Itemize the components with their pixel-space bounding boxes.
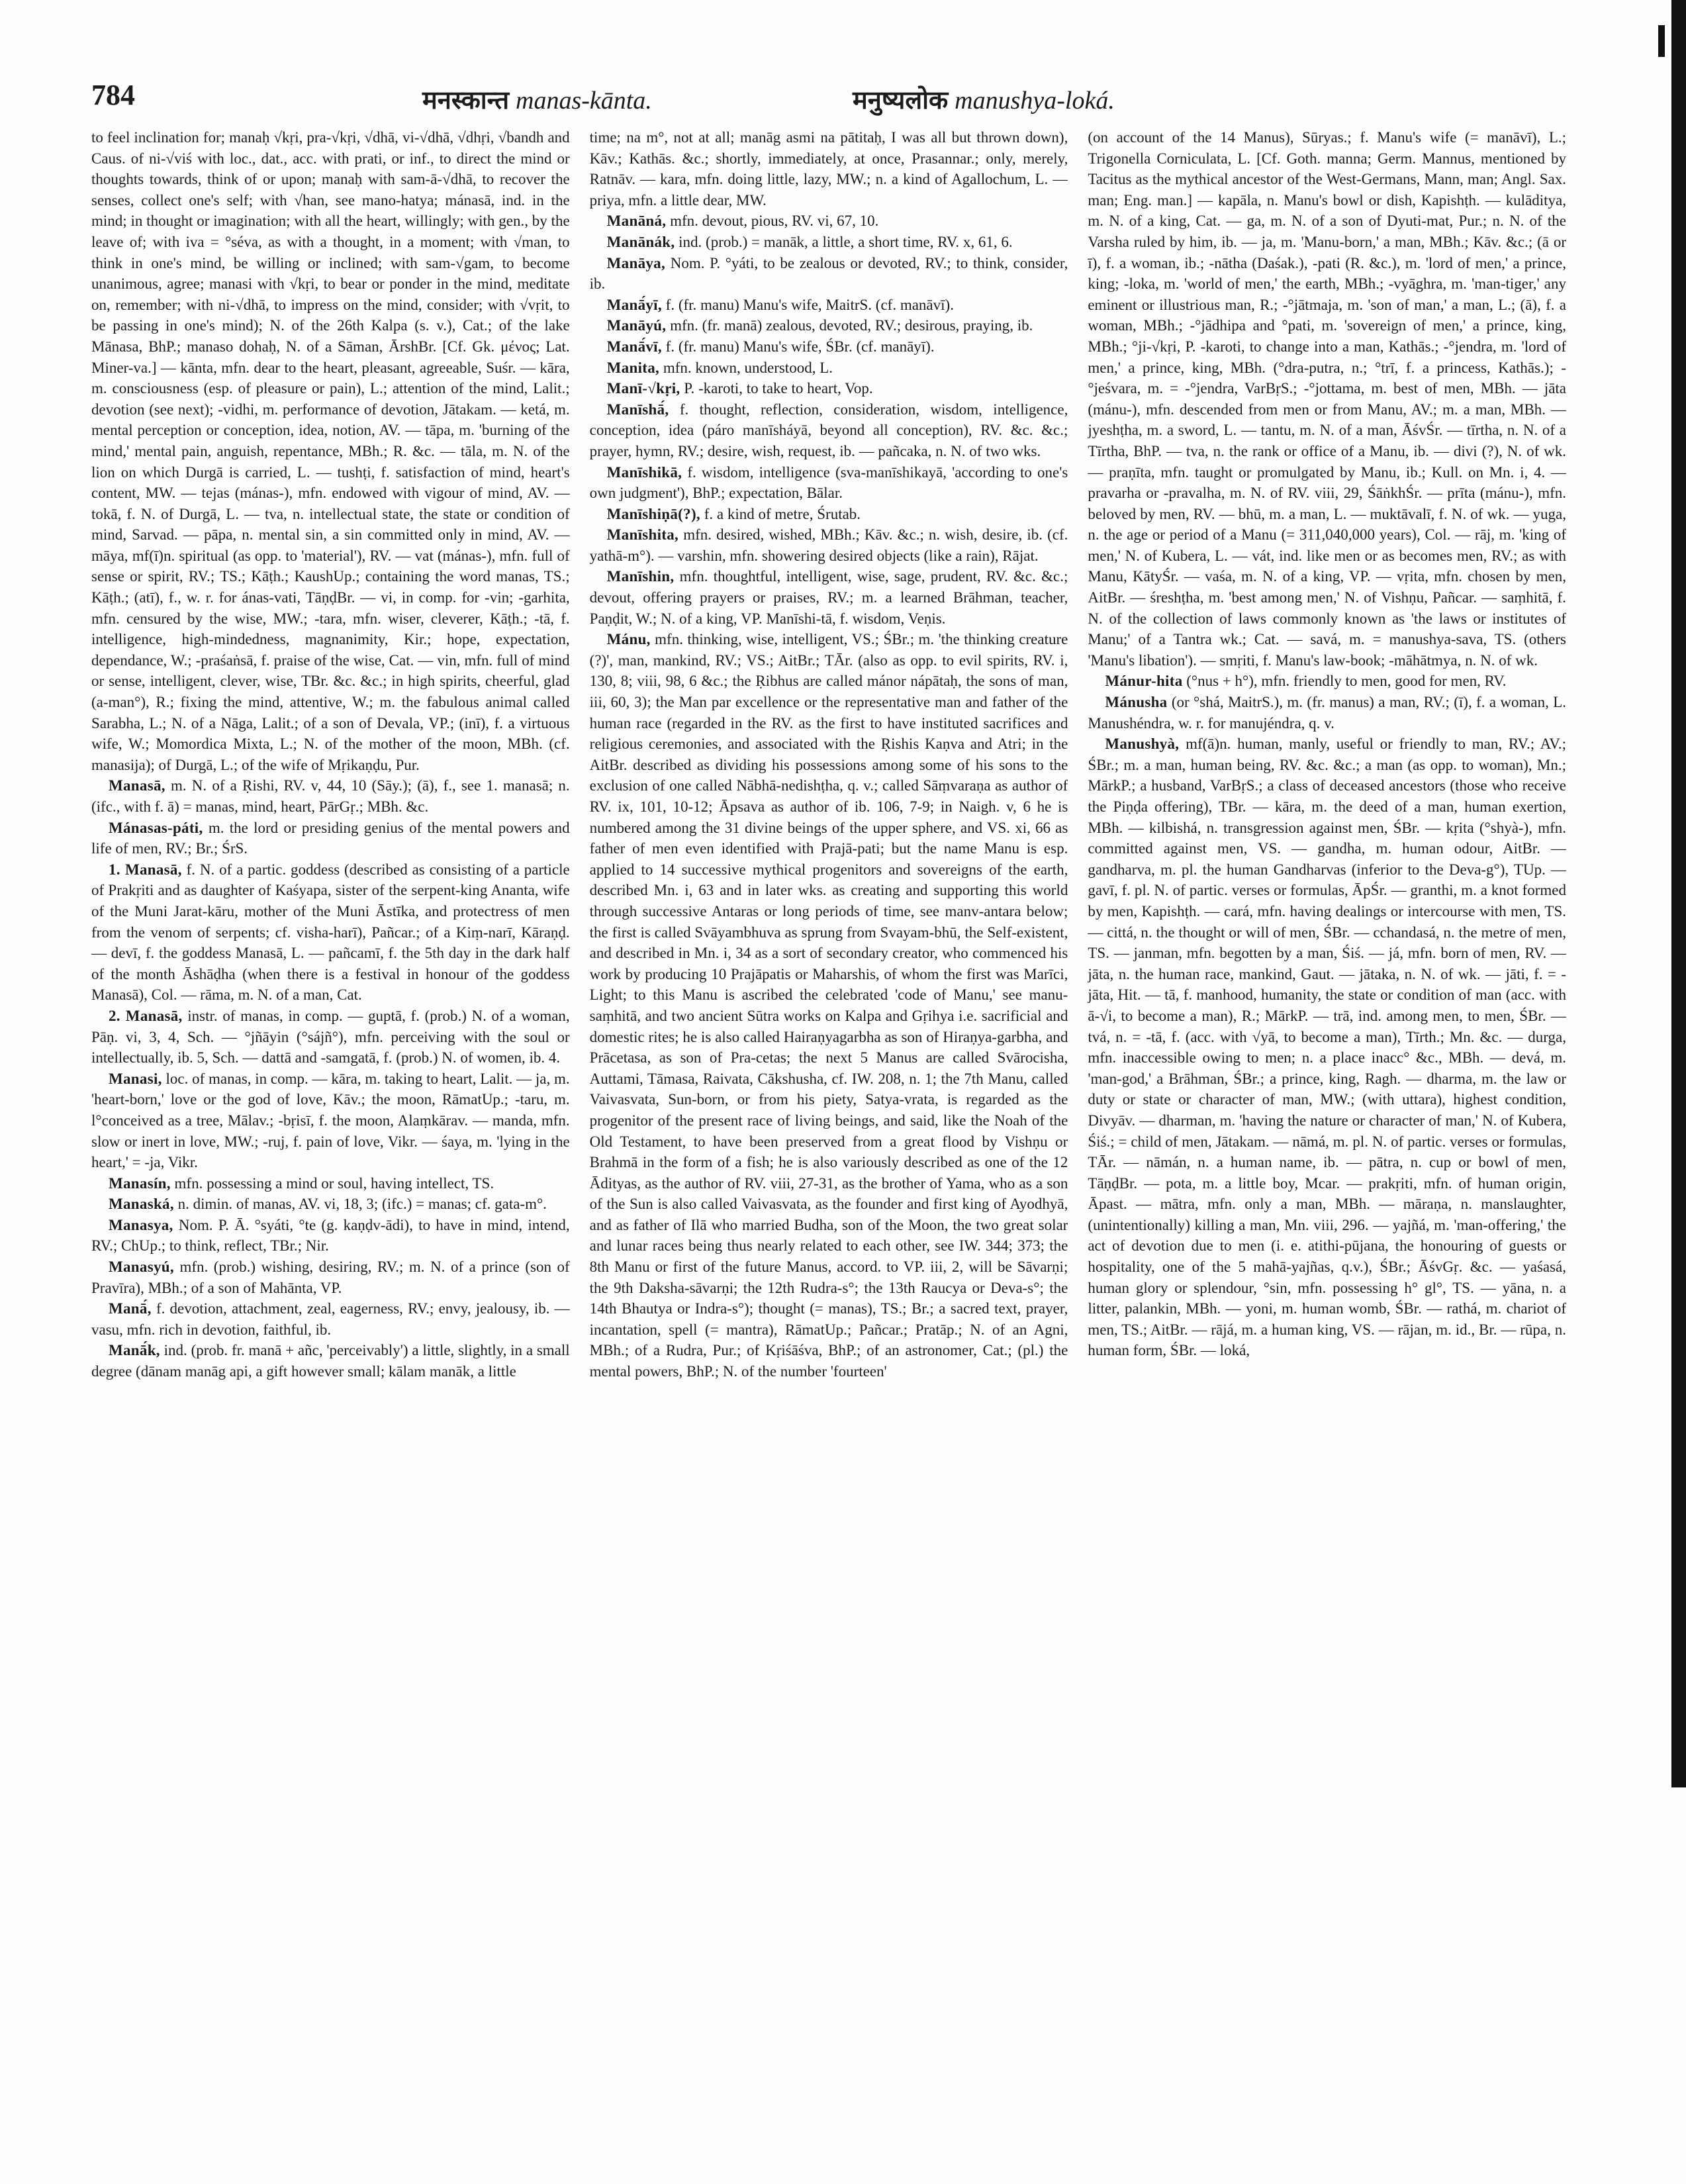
dictionary-entry — [1088, 692, 1566, 734]
entry-headword: Manāná, — [606, 213, 667, 230]
entry-text: P. -karoti, to take to heart, Vop. — [684, 380, 873, 397]
entry-headword: Manasi, — [109, 1070, 162, 1087]
entry-text: Nom. P. Ā. °syáti, °te (g. kaṇḍv-ādi), to have in mind, intend, RV.; ChUp.; to think, reflect, TBr.; Nir. — [91, 1216, 570, 1255]
dictionary-entry — [590, 399, 1068, 462]
entry-text: loc. of manas, in comp. — kāra, m. taking to heart, Lalit. — ja, m. 'heart-born,' love or the god of love, Kāv.; the moon, RāmatUp.; -taru, m. l°conceived as a tree, Mālav.; -bṛisī, f. the moon, Alaṃkārav. — manda, mfn. slow or inert in love, MW.; -ruj, f. pain of love, Vikr. — śaya, m. 'lying in the heart,' = -ja, Vikr. — [91, 1070, 570, 1171]
dictionary-entry — [1088, 671, 1566, 692]
entry-text: mfn. devout, pious, RV. vi, 67, 10. — [670, 213, 879, 230]
entry-headword: Manīshin, — [606, 568, 675, 585]
dictionary-entry — [590, 336, 1068, 357]
entry-text: mfn. (fr. manā) zealous, devoted, RV.; desirous, praying, ib. — [670, 317, 1033, 334]
entry-headword: Manī-√kṛi, — [606, 380, 680, 397]
dictionary-entry — [590, 253, 1068, 295]
running-head-right — [853, 82, 1115, 117]
entry-text: mf(ā)n. human, manly, useful or friendly to man, RV.; AV.; ŚBr.; m. a man, human being, RV. &c. &c.; a man (as opp. to woman), Mn.; MārkP.; a husband, VarBṛS.; a class of deceased ancestors (those who receive the Piṇḍa offering), TBr. — kāra, m. the deed of a man, human exertion, MBh. — kilbishá, n. transgression against men, ŚBr. — kṛita (°shyà-), mfn. committed against men, VS. — gandha, m. human odour, AitBr. — gandharva, m. pl. the human Gandharvas (inferior to the Deva-g°), TUp. — gavī, f. pl. N. of partic. verses or formulas, ĀpŚr. — granthi, m. a knot formed by men, Kapishṭh. — cará, mfn. having dealings or intercourse with men, TS. — cittá, n. the thought or will of men, ŚBr. — cchandasá, n. the metre of men, TS. — janman, mfn. begotten by a man, Śiś. — já, mfn. born of men, RV. — jāta, n. the human race, mankind, Gaut. — jātaka, n. N. of wk. — jāti, f. = -jāta, Hit. — tā, f. manhood, humanity, the state or condition of man (acc. with ā-√i, to become a man), R.; MārkP. — trā, ind. among men, to men, ŚBr. — tvá, n. = -tā, f. (acc. with √yā, to become a man), Tīrth.; Mn. &c. — durga, mfn. inaccessible owing to men; n. a place inacc° &c., MBh. — devá, m. 'man-god,' a Brāhman, ŚBr.; a prince, king, Ragh. — dharma, m. the law or duty or state or character of man, MW.; (with uttara), highest condition, Divyāv. — dharman, m. 'having the nature or character of man,' N. of Kubera, Śiś.; = child of men, Jātakam. — nāmá, m. pl. N. of partic. verses or formulas, TĀr. — nāmán, n. a human name, ib. — pātra, n. cup or bowl of men, TāṇḍBr. — pota, m. a little boy, Mcar. — prakṛiti, mfn. of human origin, Āpast. — mātra, mfn. only a man, MBh. — māraṇa, n. manslaughter, (unintentionally) killing a man, Mn. viii, 296. — yajñá, m. 'man-offering,' the act of devotion due to men (i. e. atithi-pūjana, the honouring of guests or hospitality, one of the 5 mahā-yajñas, q.v.), ŚBr.; ĀśvGṛ. &c. — yaśasá, human glory or splendour, °sin, mfn. possessing h° gl°, TS. — yāna, n. a litter, palankin, MBh. — yoni, m. human womb, ŚBr. — rathá, m. chariot of men, TS.; AitBr. — rājá, m. a human king, VS. — rājan, m. id., Br. — rūpa, n. human form, ŚBr. — loká, — [1088, 736, 1566, 1359]
entry-text: m. N. of a Ṛishi, RV. v, 44, 10 (Sāy.); (ā), f., see 1. manasā; n. (ifc., with f. ā) = manas, mind, heart, PārGṛ.; MBh. &c. — [91, 777, 570, 815]
entry-text: mfn. possessing a mind or soul, having intellect, TS. — [174, 1174, 494, 1192]
entry-headword: Manīshā́, — [606, 401, 669, 418]
dictionary-entry — [91, 1340, 570, 1382]
dictionary-entry — [91, 1257, 570, 1298]
entry-text: mfn. known, understood, L. — [663, 359, 833, 376]
entry-text: mfn. thoughtful, intelligent, wise, sage, prudent, RV. &c. &c.; devout, offering prayers or praises, RV.; m. a learned Brāhman, teacher, Paṇḍit, W.; N. of a king, VP. Manīshi-tā, f. wisdom, Veṇis. — [589, 568, 1068, 627]
entry-headword: Manīshiṇā(?), — [606, 505, 700, 522]
dictionary-entry — [590, 211, 1068, 232]
entry-text: to feel inclination for; manaḥ √kṛi, pra-√kṛi, √dhā, vi-√dhā, √dhṛi, √bandh and Caus. of ni-√viś with loc., dat., acc. with prati, or inf., to direct the mind or thoughts towards, think of or upon; manaḥ with sam-ā-√dhā, to recover the senses, collect one's self; with √han, see mano-hatya; mánasā, ind. in the mind; in thought or imagination; with all the heart, willingly; with gen., by the leave of; with iva = °séva, as with a thought, in a moment; with √man, to think in one's mind, be willing or inclined; with sam-√gam, to become unanimous, agree; manasi with √kṛi, to bear or ponder in the mind, meditate on, remember; with ni-√dhā, to impress on the mind, consider; with √vṛit, to be passing in one's mind); N. of the 26th Kalpa (s. v.), Cat.; of the lake Mānasa, BhP.; manaso dohaḥ, N. of a Sāman, ĀrshBr. [Cf. Gk. μένος; Lat. Miner-va.] — kānta, mfn. dear to the heart, pleasant, agreeable, Suśr. — kāra, m. consciousness (esp. of pleasure or pain), L.; attention of the mind, Lalit.; devotion (see next); -vidhi, m. performance of devotion, Jātakam. — ketá, m. mental perception or conception, idea, notion, AV. — tāpa, m. 'burning of the mind,' mental pain, anguish, repentance, MBh.; R. &c. — tāla, m. N. of the lion on which Durgā is carried, L. — tushṭi, f. satisfaction of mind, heart's content, MW. — tejas (mánas-), mfn. endowed with vigour of mind, AV. — tokā, f. N. of Durgā, L. — tva, n. intellectual state, the state or condition of mind, Sarvad. — pāpa, n. mental sin, a sin committed only in mind, AV. — māya, mf(ī)n. spiritual (as opp. to 'material'), RV. — vat (mánas-), mfn. full of sense or spirit, RV.; TS.; Kāṭh.; KaushUp.; containing the word manas, TS.; Kāṭh.; (atī), f., w. r. for ánas-vati, TāṇḍBr. — vi, in comp. for -vin; -garhita, mfn. censured by the wise, MW.; -tara, mfn. wiser, cleverer, Kāṭh.; -tā, f. intelligence, high-mindedness, magnanimity, Kir.; hope, expectation, dependance, W.; -praśaṅsā, f. praise of the wise, Cat. — vin, mfn. full of mind or sense, intelligent, clever, wise, TBr. &c. &c.; in high spirits, cheerful, glad (a-man°), R.; fixing the mind, attentive, W.; m. the fabulous animal called Sarabha, L.; N. of a Nāga, Lalit.; of a son of Devala, VP.; (inī), f. a virtuous wife, W.; Momordica Mixta, L.; N. of the mother of the moon, MBh. (cf. manasija); of Durgā, L.; of the wife of Mṛikaṇḍu, Pur. — [91, 129, 570, 773]
page-edge-mark — [1658, 25, 1665, 57]
entry-text: (°nus + h°), mfn. friendly to men, good for men, RV. — [1186, 673, 1507, 690]
dictionary-entry — [91, 859, 570, 1006]
dictionary-entry — [590, 357, 1068, 379]
entry-text: ind. (prob. fr. manā + añc, 'perceivably') a little, slightly, in a small degree (dānam manāg api, a gift however small; kālam manāk, a little — [91, 1342, 570, 1380]
dictionary-entry — [590, 462, 1068, 504]
dictionary-entry — [91, 1298, 570, 1340]
entry-headword: Mánasas-páti, — [109, 819, 203, 836]
entry-headword: Manasyú, — [109, 1258, 174, 1276]
dictionary-columns — [91, 127, 1566, 2140]
dictionary-entry — [590, 127, 1068, 211]
entry-text: Nom. P. °yáti, to be zealous or devoted, RV.; to think, consider, ib. — [589, 254, 1068, 293]
entry-text: f. thought, reflection, consideration, wisdom, intelligence, conception, idea (páro manīsháyā, beyond all conception), RV. &c. &c.; prayer, hymn, RV.; desire, wish, request, ib. — pañcaka, n. N. of two wks. — [589, 401, 1068, 459]
running-head-left — [422, 82, 652, 117]
entry-text: f. devotion, attachment, zeal, eagerness, RV.; envy, jealousy, ib. — vasu, mfn. rich in devotion, faithful, ib. — [91, 1300, 570, 1338]
entry-headword: Manīshita, — [606, 526, 679, 544]
entry-headword: Manā́, — [109, 1300, 152, 1317]
dictionary-entry — [590, 315, 1068, 336]
running-head-right-devanagari: मनुष्यलोक — [853, 85, 949, 115]
entry-headword: Manāya, — [606, 254, 666, 271]
dictionary-entry — [91, 818, 570, 859]
entry-headword: 1. Manasā, — [109, 861, 182, 878]
entry-text: f. wisdom, intelligence (sva-manīshikayā, 'according to one's own judgment'), BhP.; expectation, Bālar. — [589, 463, 1068, 502]
entry-headword: Mánu, — [606, 631, 651, 648]
entry-text: mfn. thinking, wise, intelligent, VS.; ŚBr.; m. 'the thinking creature (?)', man, mankind, RV.; VS.; AitBr.; TĀr. (also as opp. to evil spirits, RV. i, 130, 8; viii, 98, 6 &c.; the Ṛibhus are called mánor nápātaḥ, the sons of man, iii, 60, 3); the Man par excellence or the representative man and father of the human race (regarded in the RV. as the first to have instituted sacrifices and religious ceremonies, and associated with the Ṛishis Kaṇva and Atri; in the AitBr. described as dividing his possessions among some of his sons to the exclusion of one called Nābhā-nedishṭha, q. v.; called Sāṃvaraṇa as author of RV. ix, 101, 10-12; Āpsava as author of ib. 106, 7-9; in Naigh. v, 6 he is numbered among the 31 divine beings of the upper sphere, and VS. xi, 66 as father of men even identified with Prajā-pati; but the name Manu is esp. applied to 14 successive mythical progenitors and sovereigns of the earth, described Mn. i, 63 and in later wks. as creating and supporting this world through successive Antaras or long periods of time, see manv-antara below; the first is called Svāyambhuva as sprung from Svayam-bhū, the Self-existent, and described in Mn. i, 34 as a sort of secondary creator, who commenced his work by producing 10 Prajāpatis or Maharshis, of whom the first was Marīci, Light; to this Manu is ascribed the celebrated 'code of Manu,' see manu-saṃhitā, and two ancient Sūtra works on Kalpa and Gṛihya i.e. sacrificial and domestic rites; he is also called Hairaṇyagarbha as son of Hiraṇya-garbha, and Prācetasa, as son of Pra-cetas; the next 5 Manus are called Svārocisha, Auttami, Tāmasa, Raivata, Cākshusha, cf. IW. 208, n. 1; the 7th Manu, called Vaivasvata, Sun-born, or from his piety, Satya-vrata, is regarded as the progenitor of the present race of living beings, and said, like the Noah of the Old Testament, to have been preserved from a great flood by Vishṇu or Brahmā in the form of a fish; he is also variously described as one of the 12 Ādityas, as the author of RV. viii, 27-31, as the brother of Yama, who as a son of the Sun is also called Vaivasvata, as the founder and first king of Ayodhyā, and as father of Ilā who married Budha, son of the Moon, the two great solar and lunar races being thus nearly related to each other, see IW. 344; 373; the 8th Manu or first of the future Manus, accord. to VP. iii, 2, will be Sāvarṇi; the 9th Daksha-sāvarṇi; the 12th Rudra-s°; the 13th Raucya or Deva-s°; the 14th Bhautya or Indra-s°); thought (= manas), TS.; Br.; a sacred text, prayer, incantation, spell (= mantra), RāmatUp.; Pañcar.; Pratāp.; N. of an Agni, MBh.; of a Rudra, Pur.; of Kṛiśāśva, BhP.; of an astronomer, Cat.; (pl.) the mental powers, BhP.; N. of the number 'fourteen' — [589, 631, 1068, 1380]
dictionary-entry — [590, 295, 1068, 316]
entry-text: m. the lord or presiding genius of the mental powers and life of men, RV.; Br.; ŚrS. — [91, 819, 570, 857]
entry-headword: Manāyú, — [606, 317, 667, 334]
entry-headword: Manasā, — [109, 777, 165, 794]
running-head-left-devanagari: मनस्कान्त — [422, 85, 509, 115]
entry-text: mfn. (prob.) wishing, desiring, RV.; m. N. of a prince (son of Pravīra), MBh.; of a son of Mahānta, VP. — [91, 1258, 570, 1296]
page-header — [91, 78, 1561, 118]
column-right — [1088, 127, 1566, 2140]
dictionary-entry — [91, 1068, 570, 1173]
entry-headword: Manasín, — [109, 1174, 171, 1192]
entry-text: (on account of the 14 Manus), Sūryas.; f. Manu's wife (= manāvī), L.; Trigonella Corniculata, L. [Cf. Goth. manna; Germ. Mannus, mentioned by Tacitus as the mythical ancestor of the West-Germans, Mann, man; Angl. Sax. man; Eng. man.] — kapāla, n. Manu's bowl or dish, Kapishṭh. — kulāditya, m. N. of a king, Cat. — ga, m. N. of a son of Dyuti-mat, Pur.; n. N. of the Varsha ruled by him, ib. — ja, m. 'Manu-born,' a man, MBh.; Kāv. &c.; (ā or ī), f. a woman, ib.; -nātha (Daśak.), -pati (R. &c.), m. 'lord of men,' a prince, king; -loka, m. 'world of men,' the earth, MBh.; -vyāghra, m. 'man-tiger,' any eminent or illustrious man, R.; -°jātmaja, m. 'son of man,' a man, L.; (ā), f. a woman, MBh.; -°jādhipa and °pati, m. 'sovereign of men,' a prince, king, MBh.; °ji-√kṛi, P. -karoti, to change into a man, Kathās.; -°jendra, m. 'lord of men,' a prince, king, MBh. (°dra-putra, n.; °trī, f. a princess, Kathās.); -°jeśvara, m. = -°jendra, VarBṛS.; -°jottama, m. best of men, MBh. — jāta (mánu-), mfn. descended from men or from Manu, AV.; m. a man, MBh. — jyeshṭha, m. a sword, L. — tantu, m. N. of a man, ĀśvŚr. — tīrtha, n. N. of a Tīrtha, BhP. — tva, n. the rank or office of a Manu, ib. — divi (?), N. of wk. — praṇīta, mfn. taught or promulgated by Manu, ib.; Kull. on Mn. i, 4. — pravarha or -pravalha, m. N. of RV. viii, 29, ŚāṅkhŚr. — prīta (mánu-), mfn. beloved by men, RV. — bhū, m. a man, L. — muktāvalī, f. N. of wk. — yuga, n. the age or period of a Manu (= 311,040,000 years), Col. — rāj, m. 'king of men,' N. of Kubera, L. — vát, ind. like men or as becomes men, RV.; as with Manu, KātyŚr. — vaśa, m. N. of a king, VP. — vṛita, mfn. chosen by men, AitBr. — śreshṭha, m. 'best among men,' N. of Vishṇu, Pañcar. — saṃhitā, f. N. of the collection of laws commonly known as 'the laws or institutes of Manu;' of a Tantra wk.; Cat. — savá, m. = manushya-sava, TS. (others 'Manu's libation'). — smṛiti, f. Manu's law-book; -māhātmya, n. N. of wk. — [1088, 129, 1566, 669]
page-edge-shadow — [1671, 0, 1686, 1787]
dictionary-entry — [91, 127, 570, 775]
entry-headword: Manushyà, — [1105, 736, 1180, 753]
entry-text: instr. of manas, in comp. — guptā, f. (prob.) N. of a woman, Pāṇ. vi, 3, 4, Sch. — °jñāyin (°sájñ°), mfn. perceiving with the soul or intellectually, ib. 5, Sch. — dattā and -samgatā, f. (prob.) N. of women, ib. 4. — [91, 1007, 570, 1067]
dictionary-entry — [590, 504, 1068, 525]
dictionary-entry — [91, 1215, 570, 1257]
column-middle — [590, 127, 1068, 2140]
dictionary-entry — [91, 1173, 570, 1194]
entry-headword: 2. Manasā, — [109, 1007, 183, 1024]
dictionary-entry — [91, 1194, 570, 1215]
entry-headword: Manā́yī, — [606, 296, 662, 313]
entry-text: f. a kind of metre, Śrutab. — [704, 505, 861, 522]
dictionary-entry — [590, 232, 1068, 253]
entry-headword: Mánusha — [1105, 694, 1168, 711]
entry-text: f. (fr. manu) Manu's wife, ŚBr. (cf. manāyī). — [665, 338, 935, 355]
entry-text: mfn. desired, wished, MBh.; Kāv. &c.; n. wish, desire, ib. (cf. yathā-m°). — varshin, mfn. showering desired objects (like a rain), Rājat. — [589, 526, 1068, 564]
entry-text: f. N. of a partic. goddess (described as consisting of a particle of Prakṛiti and as daughter of Kaśyapa, sister of the serpent-king Ananta, wife of the Muni Jarat-kāru, mother of the Muni Āstīka, and protectress of men from the venom of serpents; cf. visha-harī), Pañcar.; of a Kiṃ-narī, Kāraṇḍ. — devī, f. the goddess Manasā, L. — pañcamī, f. the 5th day in the dark half of the month Āshāḍha (when there is a festival in honour of the goddess Manasā), Col. — rāma, m. N. of a man, Cat. — [91, 861, 570, 1004]
entry-text: f. (fr. manu) Manu's wife, MaitrS. (cf. manāvī). — [665, 296, 954, 313]
entry-text: time; na m°, not at all; manāg asmi na pātitaḥ, I was all but thrown down), Kāv.; Kathās. &c.; shortly, immediately, at once, Prasannar.; only, merely, Ratnāv. — kara, mfn. doing little, lazy, MW.; n. a kind of Agallochum, L. — priya, mfn. a little dear, MW. — [589, 129, 1068, 209]
dictionary-entry — [91, 1006, 570, 1068]
entry-headword: Manā́k, — [109, 1342, 160, 1359]
entry-text: ind. (prob.) = manāk, a little, a short time, RV. x, 61, 6. — [679, 233, 1013, 250]
dictionary-entry — [1088, 734, 1566, 1361]
running-head-right-translit: manushya-loká. — [955, 87, 1115, 115]
page-number: 784 — [91, 79, 135, 111]
dictionary-entry — [590, 566, 1068, 629]
entry-headword: Manīshikā, — [606, 463, 682, 481]
column-left — [91, 127, 570, 2140]
entry-headword: Manasya, — [109, 1216, 173, 1233]
dictionary-entry — [590, 378, 1068, 399]
entry-headword: Manānák, — [606, 233, 675, 250]
dictionary-entry — [91, 775, 570, 817]
entry-headword: Manā́vī, — [606, 338, 662, 355]
running-head-left-translit: manas-kānta. — [516, 87, 652, 115]
entry-text: n. dimin. of manas, AV. vi, 18, 3; (ifc.) = manas; cf. gata-m°. — [177, 1196, 547, 1213]
entry-headword: Manita, — [606, 359, 660, 376]
dictionary-entry — [590, 629, 1068, 1382]
entry-text: (or °shá, MaitrS.), m. (fr. manus) a man, RV.; (ī), f. a woman, L. Manushéndra, w. r. for manujéndra, q. v. — [1088, 694, 1566, 732]
entry-headword: Mánur-hita — [1105, 673, 1183, 690]
dictionary-entry — [590, 524, 1068, 566]
dictionary-entry — [1088, 127, 1566, 671]
entry-headword: Manaská, — [109, 1196, 174, 1213]
